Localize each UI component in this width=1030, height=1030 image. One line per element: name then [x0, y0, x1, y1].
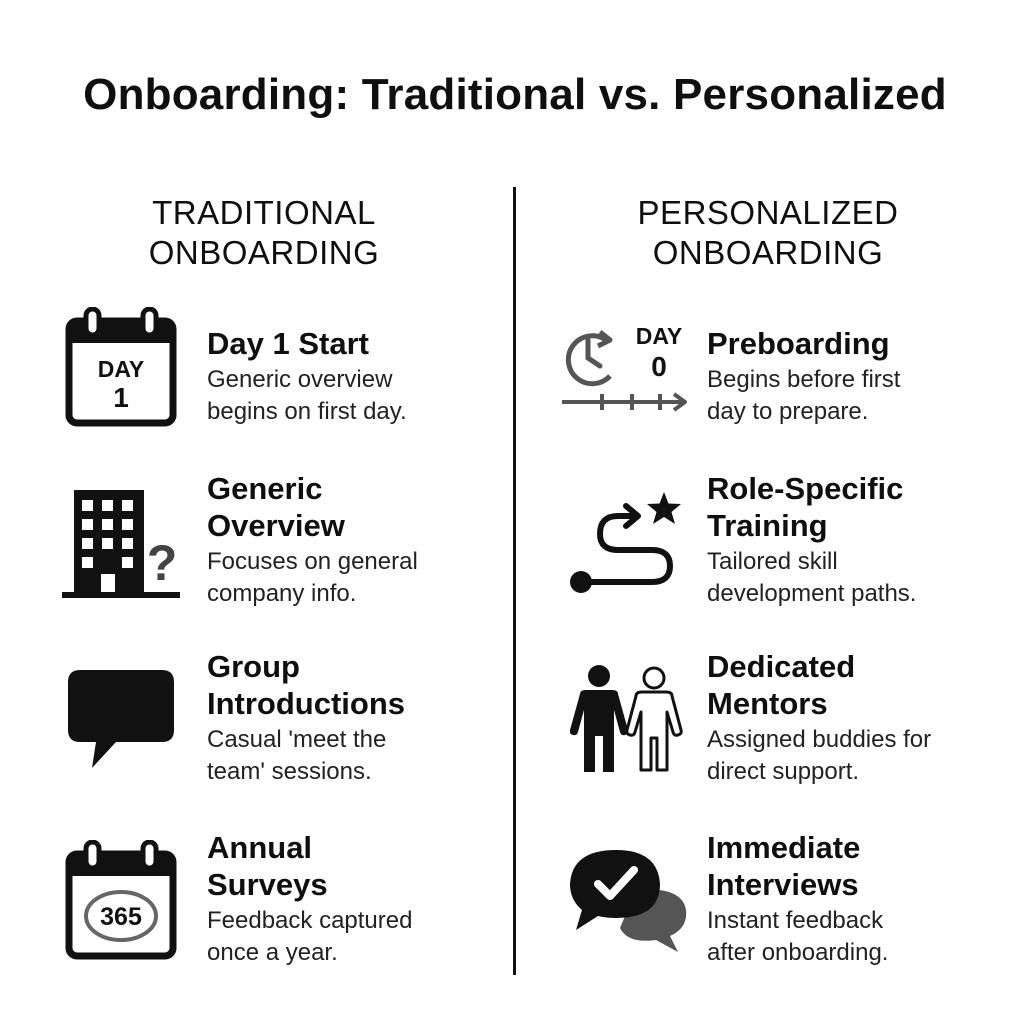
calendar-365-icon [64, 840, 178, 962]
item-title-line: Surveys [207, 867, 328, 902]
personalized-heading [588, 193, 948, 273]
item-title-line: Introductions [207, 686, 406, 721]
item-title-line: Role-Specific [707, 471, 904, 506]
item-description [207, 724, 507, 788]
item-description-line: Tailored skill [707, 548, 838, 575]
item-description-line: Begins before first [707, 366, 901, 393]
item-title [207, 648, 507, 722]
item-title-line: Training [707, 508, 828, 543]
item-description-line: day to prepare. [707, 398, 869, 425]
traditional-heading [84, 193, 444, 273]
item-title-line: Generic [207, 471, 323, 506]
path-star-icon [566, 490, 688, 602]
traditional-heading-line-1: TRADITIONAL [152, 194, 376, 231]
item-title-line: Group [207, 649, 300, 684]
item-description-line: Instant feedback [707, 907, 884, 934]
item-description [207, 905, 507, 969]
personalized-heading-line-2: ONBOARDING [652, 234, 884, 271]
item-description-line: development paths. [707, 580, 917, 607]
item-description-line: Generic overview [207, 366, 393, 393]
item-title-line: Overview [207, 508, 345, 543]
clock-day-0-icon [558, 318, 692, 418]
item-title-line: Annual [207, 830, 313, 865]
day-0-label: DAY [635, 323, 683, 349]
item-title [707, 325, 1007, 362]
item-title [207, 325, 507, 362]
item-description [207, 546, 507, 610]
item-description-line: once a year. [207, 939, 338, 966]
item-description-line: Focuses on general [207, 548, 418, 575]
personalized-heading-line-1: PERSONALIZED [637, 194, 899, 231]
item-title [707, 470, 1007, 544]
item-title-line: Preboarding [707, 326, 890, 361]
speech-bubble-icon [66, 668, 176, 772]
item-description [707, 905, 1007, 969]
calendar-day-number: 1 [113, 382, 129, 413]
item-title-line: Day 1 Start [207, 326, 369, 361]
item-description-line: after onboarding. [707, 939, 889, 966]
svg-text:?: ? [146, 535, 178, 591]
item-title [207, 829, 507, 903]
page-title: Onboarding: Traditional vs. Personalized [83, 70, 947, 119]
column-divider [513, 187, 516, 975]
item-title-line: Interviews [707, 867, 859, 902]
building-question-icon [60, 488, 184, 602]
item-description [207, 364, 507, 428]
item-description-line: Assigned buddies for [707, 726, 932, 753]
item-description-line: direct support. [707, 758, 860, 785]
item-description [707, 546, 1007, 610]
traditional-heading-line-2: ONBOARDING [148, 234, 380, 271]
calendar-day-label: DAY [97, 356, 145, 382]
item-description-line: Feedback captured [207, 907, 413, 934]
chat-check-icon [566, 848, 690, 954]
calendar-day-1-icon [64, 307, 178, 429]
mentor-pair-icon [570, 664, 686, 776]
item-description [707, 724, 1007, 788]
item-title [707, 648, 1007, 722]
item-description [707, 364, 1007, 428]
calendar-365-label: 365 [100, 903, 142, 931]
item-title-line: Immediate [707, 830, 861, 865]
item-description-line: Casual 'meet the [207, 726, 387, 753]
item-description-line: team' sessions. [207, 758, 372, 785]
item-title-line: Dedicated [707, 649, 856, 684]
item-title [207, 470, 507, 544]
item-description-line: begins on first day. [207, 398, 407, 425]
day-0-number: 0 [651, 351, 667, 382]
item-title [707, 829, 1007, 903]
item-title-line: Mentors [707, 686, 828, 721]
item-description-line: company info. [207, 580, 357, 607]
